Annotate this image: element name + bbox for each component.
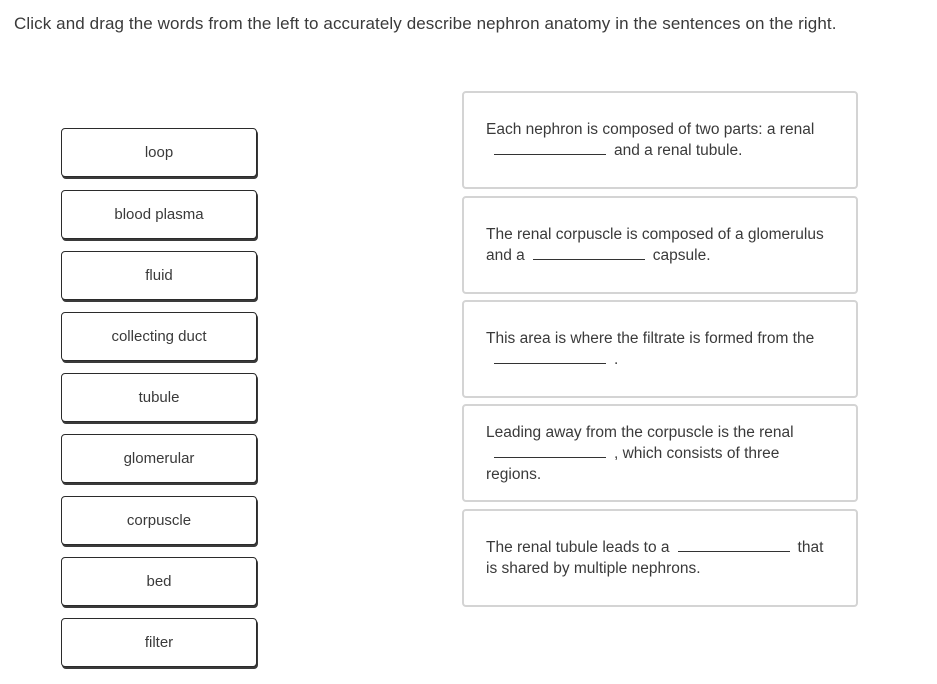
word-card-corpuscle[interactable]: corpuscle bbox=[61, 496, 257, 545]
word-card-glomerular[interactable]: glomerular bbox=[61, 434, 257, 483]
sentence-card-4 bbox=[462, 404, 858, 502]
sentence-4-before: Leading away from the corpuscle is the renal bbox=[486, 423, 794, 441]
instructions-text: Click and drag the words from the left to accurately describe nephron anatomy in the sentences on the right. bbox=[14, 14, 837, 33]
drop-blank-5[interactable] bbox=[678, 537, 790, 552]
drop-blank-4[interactable] bbox=[494, 443, 606, 458]
drop-blank-2[interactable] bbox=[533, 245, 645, 260]
sentence-1-after: and a renal tubule. bbox=[614, 142, 743, 159]
word-card-blood-plasma[interactable]: blood plasma bbox=[61, 190, 257, 239]
word-card-collecting-duct[interactable]: collecting duct bbox=[61, 312, 257, 361]
sentence-1-before: Each nephron is composed of two parts: a renal bbox=[486, 121, 815, 138]
drop-blank-1[interactable] bbox=[494, 140, 606, 155]
drop-blank-3[interactable] bbox=[494, 349, 606, 364]
sentence-card-1 bbox=[462, 91, 858, 189]
sentence-card-3 bbox=[462, 300, 858, 398]
word-card-bed[interactable]: bed bbox=[61, 557, 257, 606]
word-card-filter[interactable]: filter bbox=[61, 618, 257, 667]
sentence-5-before: The renal tubule leads to a bbox=[486, 539, 670, 556]
word-card-loop[interactable]: loop bbox=[61, 128, 257, 177]
sentence-4-after: , which consists of three regions. bbox=[486, 444, 780, 483]
word-card-tubule[interactable]: tubule bbox=[61, 373, 257, 422]
word-card-fluid[interactable]: fluid bbox=[61, 251, 257, 300]
sentence-2-after: capsule. bbox=[652, 247, 711, 264]
sentence-3-before: This area is where the filtrate is formed from the bbox=[486, 330, 815, 347]
sentence-card-5 bbox=[462, 509, 858, 607]
sentence-3-after: . bbox=[614, 351, 619, 368]
sentence-5-after: that is shared by multiple nephrons. bbox=[486, 539, 824, 577]
sentence-2-before: The renal corpuscle is composed of a glomerulus and a bbox=[486, 226, 824, 264]
sentence-card-2 bbox=[462, 196, 858, 294]
